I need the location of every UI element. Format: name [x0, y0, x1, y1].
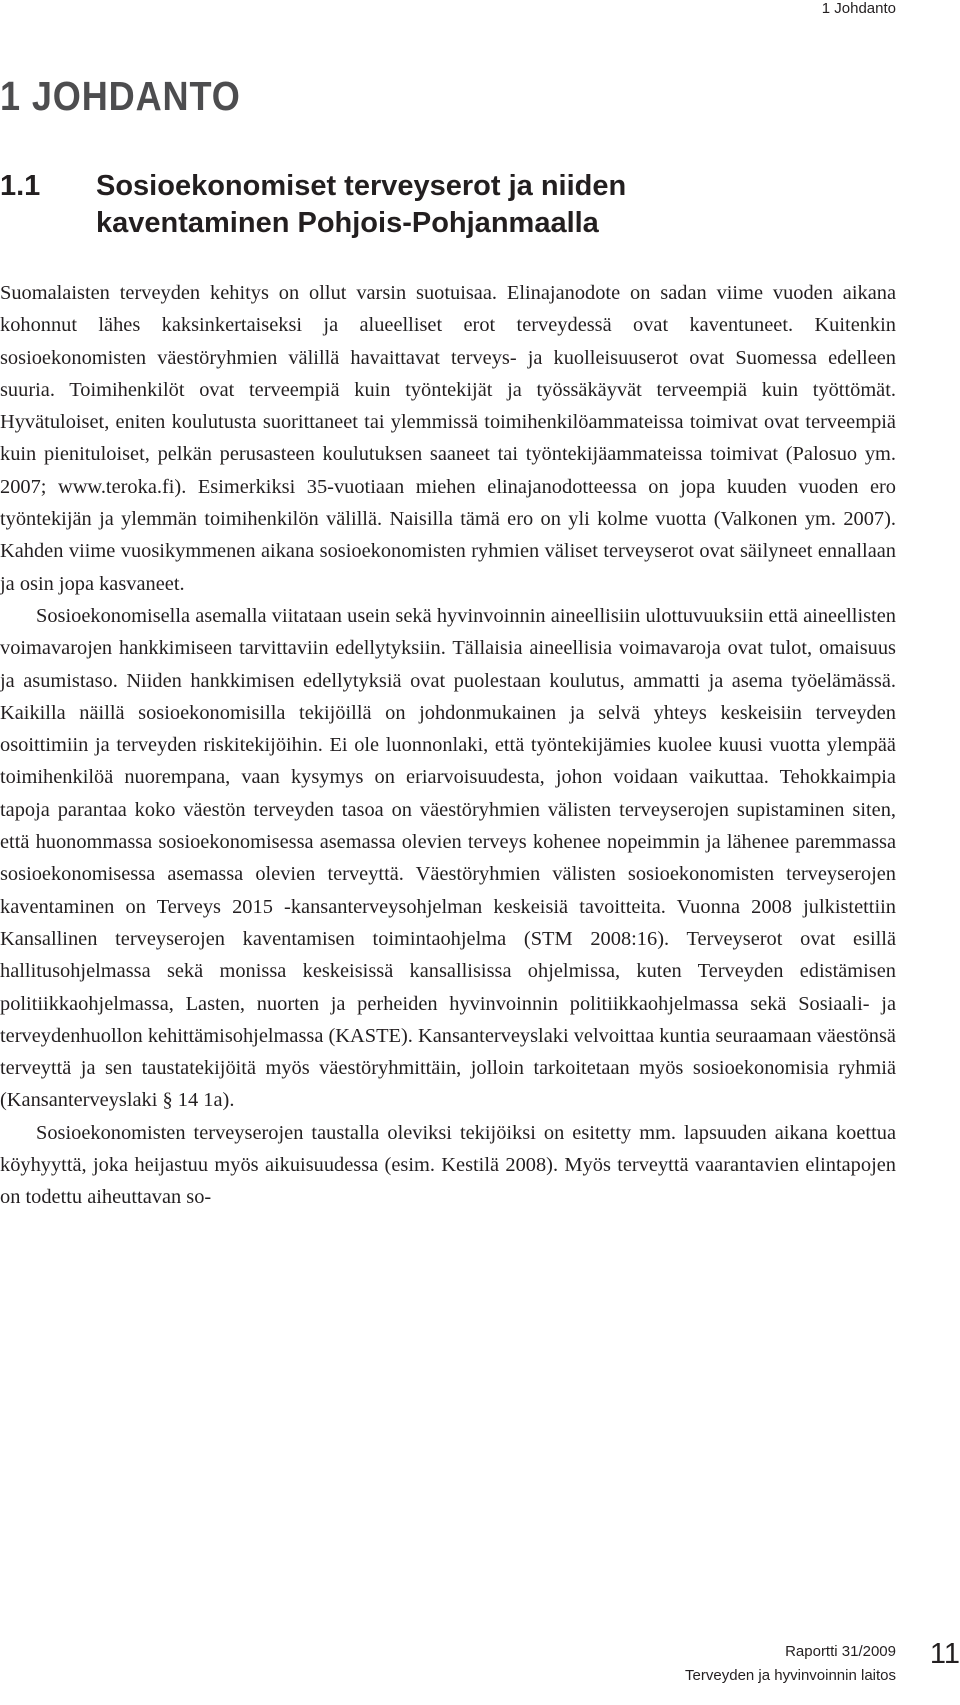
paragraph-1: Suomalaisten terveyden kehitys on ollut varsin suotuisaa. Elinajanodote on sadan viime vuoden aikana kohonnut lähes kaksinkertaiseksi ja alueelliset erot terveydessä ovat kaventuneet. Kuitenkin sosioekonomisten väestöryhmien välillä havaittavat terveys- ja kuolleisuuserot ovat Suomessa edelleen suuria. Toimihenkilöt ovat terveempiä kuin työntekijät ja työssäkäyvät terveempiä kuin työttömät. Hyvätuloiset, eniten koulutusta suorittaneet tai ylemmissä toimihenkilöammateissa toimivat ovat terveempiä kuin pienituloiset, pelkän perusasteen koulutuksen saaneet tai työntekijäammateissa toimivat (Palosuo ym. 2007; www.teroka.fi). Esimerkiksi 35-vuotiaan miehen elinajanodotteessa on jopa kuuden vuoden ero työntekijän ja ylemmän toimihenkilön välillä. Naisilla tämä ero on yli kolme vuotta (Valkonen ym. 2007). Kahden viime vuosikymmenen aikana sosioekonomisten ryhmien väliset terveyserot ovat säilyneet ennallaan ja osin jopa kasvaneet.: [0, 282, 896, 595]
section-heading: [0, 168, 740, 242]
running-header: 1 Johdanto: [821, 0, 896, 17]
section-number: 1.1: [0, 170, 41, 202]
section-title: Sosioekonomiset terveyserot ja niiden kaventaminen Pohjois-Pohjanmaalla: [96, 170, 627, 239]
page-number: 11: [929, 1638, 960, 1670]
footer-report: [685, 1640, 896, 1688]
publisher-name: Terveyden ja hyvinvoinnin laitos: [685, 1667, 896, 1684]
chapter-title: 1 JOHDANTO: [0, 73, 241, 119]
paragraph-3: Sosioekonomisten terveyserojen taustalla oleviksi tekijöiksi on esitetty mm. lapsuuden aikana koettua köyhyyttä, joka heijastuu myös aikuisuudessa (esim. Kestilä 2008). Myös terveyttä vaarantavien elintapojen on todettu aiheuttavan so-: [0, 1121, 896, 1209]
body-text: [0, 277, 896, 1214]
report-number: Raportti 31/2009: [785, 1643, 896, 1660]
paragraph-2: Sosioekonomisella asemalla viitataan usein sekä hyvinvoinnin aineellisiin ulottuvuuksiin että aineellisten voimavarojen hankkimiseen tarvittaviin edellytyksiin. Tällaisia aineellisia voimavaroja ovat tulot, omaisuus ja asumistaso. Niiden hankkimisen edellytyksiä ovat puolestaan koulutus, ammatti ja asema työelämässä. Kaikilla näillä sosioekonomisilla tekijöillä on johdonmukainen ja selvä yhteys keskeisiin terveyden osoittimiin ja terveyden riskitekijöihin. Ei ole luonnonlaki, että työntekijämies kuolee kuusi vuotta ylempää toimihenkilöä nuorempana, vaan kysymys on eriarvoisuudesta, johon voidaan vaikuttaa. Tehokkaimpia tapoja parantaa koko väestön terveyden tasoa on väestöryhmien välisten terveyserojen supistaminen siten, että huonommassa sosioekonomisessa asemassa olevien terveys kohenee nopeimmin ja lähenee paremmassa sosioekonomisessa asemassa olevien terveyttä. Väestöryhmien välisten sosioekonomisten terveyserojen kaventaminen on Terveys 2015 -kansanterveysohjelman keskeisiä tavoitteita. Vuonna 2008 julkistettiin Kansallinen terveyserojen kaventamisen toimintaohjelma (STM 2008:16). Terveyserot ovat esillä hallitusohjelmassa sekä monissa keskeisissä kansallisissa ohjelmissa, kuten Terveyden edistämisen politiikkaohjelmassa, Lasten, nuorten ja perheiden hyvinvoinnin politiikkaohjelmassa sekä Sosiaali- ja terveydenhuollon kehittämisohjelmassa (KASTE). Kansanterveyslaki velvoittaa kuntia seuraamaan väestönsä terveyttä ja sen taustatekijöitä myös väestöryhmittäin, jolloin tarkoitetaan myös sosioekonomisia ryhmiä (Kansanterveyslaki § 14 1a).: [0, 604, 896, 1112]
